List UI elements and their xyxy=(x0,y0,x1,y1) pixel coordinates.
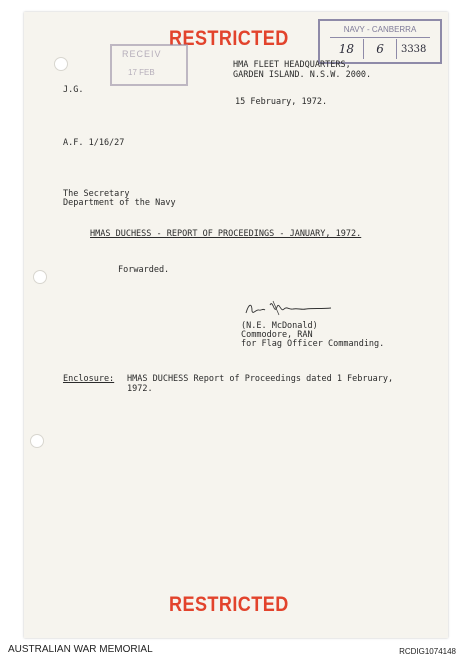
handwritten-signature xyxy=(243,295,343,321)
enclosure-label: Enclosure: xyxy=(63,374,115,384)
body-text: Forwarded. xyxy=(118,265,170,275)
navy-stamp-cell: 18 xyxy=(330,39,364,59)
received-stamp-date: 17 FEB xyxy=(128,68,155,77)
navy-registry-stamp xyxy=(318,19,442,64)
restricted-marking-top: RESTRICTED xyxy=(169,27,289,50)
typist-initials: J.G. xyxy=(63,85,84,95)
file-reference: A.F. 1/16/27 xyxy=(63,138,125,148)
punch-hole-bottom xyxy=(30,434,44,448)
sender-address-line2: GARDEN ISLAND. N.S.W. 2000. xyxy=(233,70,372,80)
received-stamp xyxy=(110,44,188,86)
footer-source: AUSTRALIAN WAR MEMORIAL xyxy=(8,644,153,655)
addressee-line2: Department of the Navy xyxy=(63,198,176,208)
signatory-rank: Commodore, RAN xyxy=(241,330,313,340)
punch-hole-top xyxy=(54,57,68,71)
footer-record-id: RCDIG1074148 xyxy=(399,647,456,656)
subject-line: HMAS DUCHESS - REPORT OF PROCEEDINGS - JANUARY, 1972. xyxy=(90,229,362,239)
enclosure-text-line2: 1972. xyxy=(127,384,153,394)
signatory-name: (N.E. McDonald) xyxy=(241,321,318,331)
signatory-role: for Flag Officer Commanding. xyxy=(241,339,385,349)
navy-stamp-cell: 3338 xyxy=(400,43,427,55)
punch-hole-middle xyxy=(33,270,47,284)
enclosure-text-line1: HMAS DUCHESS Report of Proceedings dated 1 February, xyxy=(127,374,394,384)
navy-stamp-title: NAVY - CANBERRA xyxy=(330,23,430,38)
received-stamp-label: RECEIV xyxy=(122,49,162,59)
letter-date: 15 February, 1972. xyxy=(235,97,328,107)
sender-address-line1: HMA FLEET HEADQUARTERS, xyxy=(233,60,351,70)
restricted-marking-bottom: RESTRICTED xyxy=(169,593,289,616)
addressee-line1: The Secretary xyxy=(63,189,130,199)
navy-stamp-cell: 6 xyxy=(364,39,398,59)
